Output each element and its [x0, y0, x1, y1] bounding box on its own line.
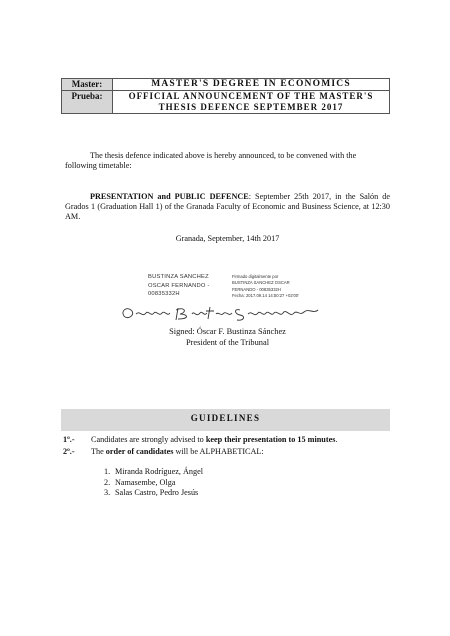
- date-line: Granada, September, 14th 2017: [175, 234, 280, 243]
- digital-signature-line: Firmado digitalmente por: [232, 274, 279, 279]
- intro-paragraph: The thesis defence indicated above is hereby announced, to be convened with the following timetable:: [65, 151, 357, 170]
- master-label: Master:: [62, 79, 113, 91]
- role-line: President of the Tribunal: [185, 338, 270, 347]
- candidate-number: 3.: [104, 488, 111, 497]
- prueba-line-2: THESIS DEFENCE SEPTEMBER 2017: [158, 102, 344, 112]
- candidate-item: [104, 488, 203, 499]
- signed-block: [65, 326, 390, 348]
- candidate-item: [104, 478, 203, 489]
- candidate-name: Miranda Rodríguez, Ángel: [115, 467, 203, 476]
- guideline-text-part: .: [335, 435, 338, 444]
- guideline-number: 1º.-: [63, 435, 75, 444]
- guideline-text-part: The: [91, 447, 106, 456]
- guideline-text: [91, 435, 337, 445]
- signer-name-block: [148, 273, 210, 299]
- header-table: [61, 78, 390, 114]
- digital-signature-block: [232, 274, 299, 299]
- presentation-bold: PRESENTATION and PUBLIC DEFENCE: [90, 192, 249, 201]
- guideline-text-bold: keep their presentation to 15 minutes: [205, 435, 336, 444]
- prueba-label: Prueba:: [62, 91, 113, 114]
- guideline-text-part: will be ALPHABETICAL:: [173, 447, 264, 456]
- guideline-number: 2º.-: [63, 447, 75, 456]
- guideline-text-bold: order of candidates: [105, 447, 174, 456]
- signer-name-line: 00835332H: [148, 291, 180, 297]
- presentation-rest: : September 25th 2017, in the Salón de Grados 1 (Graduation Hall 1) of the Granada Faculty of Economic and Business Science, at 12:30 AM.: [65, 192, 390, 221]
- prueba-value: [113, 91, 390, 114]
- candidate-item: [104, 467, 203, 478]
- signer-name-line: BUSTINZA SANCHEZ: [148, 274, 209, 280]
- candidate-list: [104, 467, 203, 499]
- guideline-text-part: Candidates are strongly advised to: [91, 435, 206, 444]
- candidate-name: Salas Castro, Pedro Jesús: [115, 488, 199, 497]
- digital-signature-line: BUSTINZA SANCHEZ OSCAR: [232, 280, 290, 286]
- master-value: MASTER'S DEGREE IN ECONOMICS: [113, 79, 390, 91]
- presentation-paragraph: [65, 192, 390, 222]
- candidate-number: 1.: [104, 467, 111, 476]
- handwritten-signature: [118, 302, 323, 326]
- signer-name-line: OSCAR FERNANDO -: [148, 282, 210, 289]
- digital-signature-line: Fecha: 2017.09.14 14:50:27 +02'00': [232, 292, 299, 298]
- guidelines-title: GUIDELINES: [190, 413, 261, 423]
- digital-signature-line: FERNANDO - 00835332H: [232, 286, 281, 292]
- prueba-line-1: OFFICIAL ANNOUNCEMENT OF THE MASTER'S: [128, 91, 374, 101]
- candidate-number: 2.: [104, 477, 111, 487]
- signed-line: Signed: Óscar F. Bustinza Sánchez: [169, 327, 286, 336]
- guideline-text: [91, 447, 264, 457]
- candidate-name: Namasembe, Olga: [115, 477, 176, 487]
